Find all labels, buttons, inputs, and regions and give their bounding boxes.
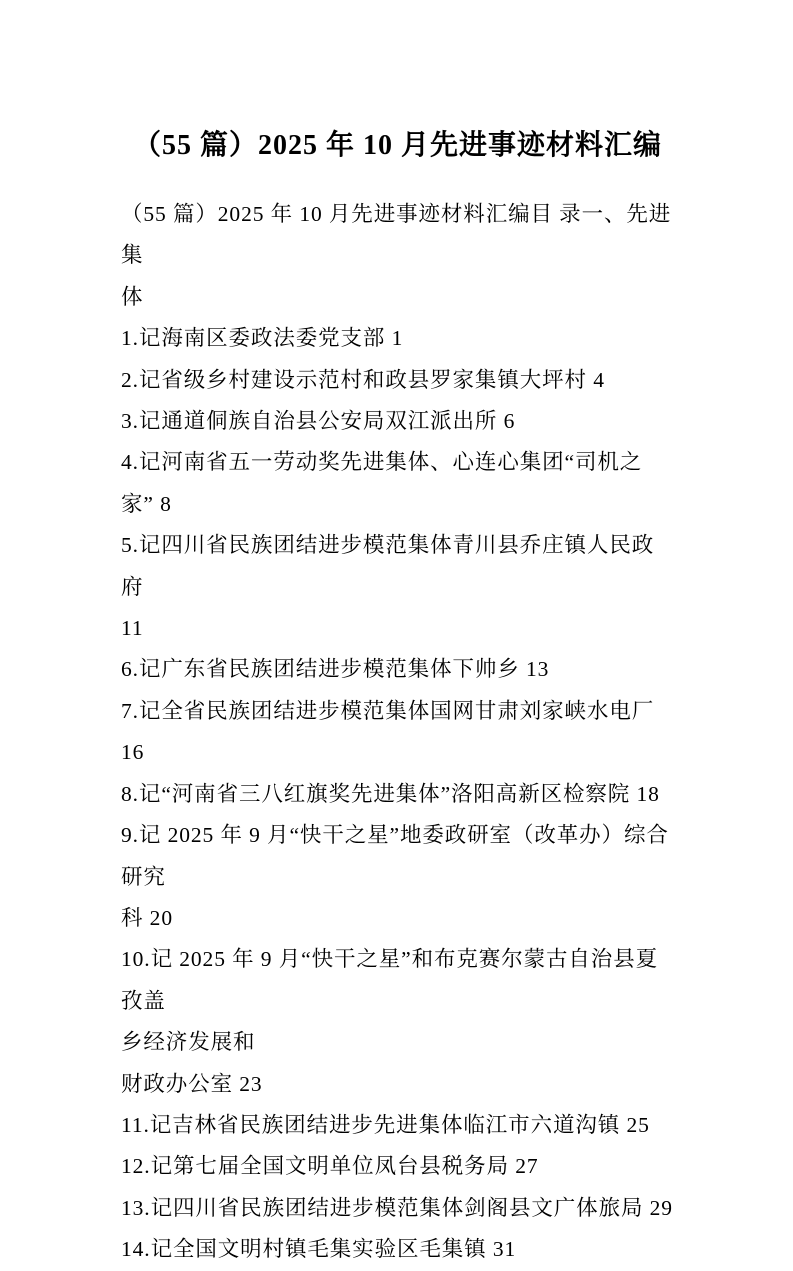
toc-line: 2.记省级乡村建设示范村和政县罗家集镇大坪村 4 xyxy=(121,367,605,392)
toc-line: 13.记四川省民族团结进步模范集体剑阁县文广体旅局 29 xyxy=(121,1195,673,1220)
toc-line-wrap: 11 xyxy=(121,616,144,641)
toc-line-wrap: 科 20 xyxy=(121,905,173,930)
toc-line: 4.记河南省五一劳动奖先进集体、心连心集团“司机之家” 8 xyxy=(121,450,643,516)
toc-line: 12.记第七届全国文明单位凤台县税务局 27 xyxy=(121,1154,539,1179)
toc-line: 3.记通道侗族自治县公安局双江派出所 6 xyxy=(121,409,516,434)
toc-line: 9.记 2025 年 9 月“快干之星”地委政研室（改革办）综合研究 xyxy=(121,823,669,889)
toc-line: 7.记全省民族团结进步模范集体国网甘肃刘家峡水电厂 16 xyxy=(121,698,661,765)
toc-heading-line: （55 篇）2025 年 10 月先进事迹材料汇编目 录一、先进集 xyxy=(121,202,672,268)
toc-line: 1.记海南区委政法委党支部 1 xyxy=(121,326,404,351)
toc-line: 6.记广东省民族团结进步模范集体下帅乡 13 xyxy=(121,657,550,682)
toc-line: 10.记 2025 年 9 月“快干之星”和布克赛尔蒙古自治县夏孜盖 xyxy=(121,947,659,1013)
toc-line-wrap: 乡经济发展和 xyxy=(121,1030,256,1055)
toc-line: 11.记吉林省民族团结进步先进集体临江市六道沟镇 25 xyxy=(121,1112,650,1137)
document-body xyxy=(121,194,674,1271)
toc-line: 5.记四川省民族团结进步模范集体青川县乔庄镇人民政府 xyxy=(121,533,655,599)
toc-line: 14.记全国文明村镇毛集实验区毛集镇 31 xyxy=(121,1237,517,1262)
toc-line: 8.记“河南省三八红旗奖先进集体”洛阳高新区检察院 18 xyxy=(121,781,660,806)
toc-line-wrap: 财政办公室 23 xyxy=(121,1071,263,1096)
document-title: （55 篇）2025 年 10 月先进事迹材料汇编 xyxy=(132,130,662,161)
toc-heading-line-wrap: 体 xyxy=(121,284,144,309)
